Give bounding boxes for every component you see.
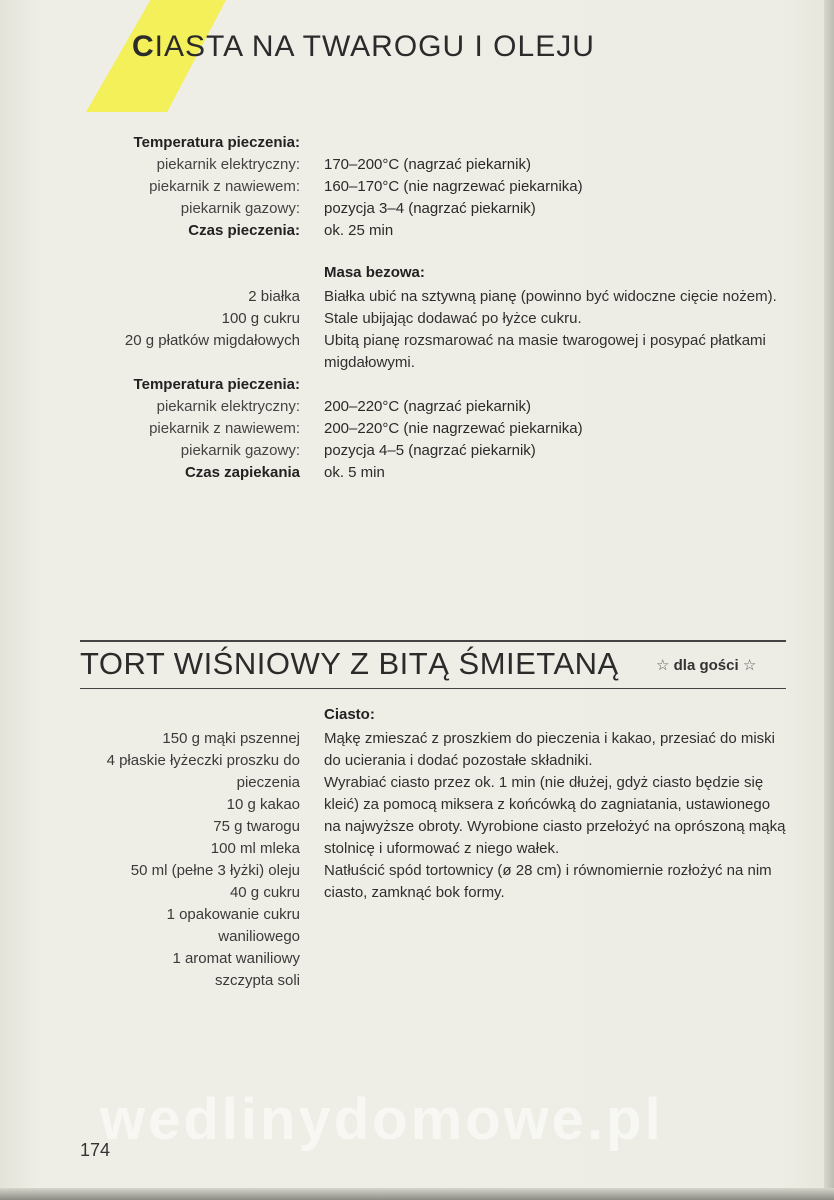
oven-type-label: piekarnik elektryczny: [156,398,300,415]
ingredient-item: 150 g mąki pszennej [162,730,300,747]
ingredient-item: 75 g twarogu [213,818,300,835]
oven-type-label: piekarnik z nawiewem: [149,420,300,437]
step-paragraph: Wyrabiać ciasto przez ok. 1 min (nie dłużej, gdyż ciasto będzie się kleić) za pomocą miksera z końcówką do zagniatania, ustawionego na najwyższe obroty. Wyrobione ciasto przełożyć na oprószoną mąką stolnicę i uformować z niego wałek. [324,774,786,857]
baking-heading-label: Temperatura pieczenia: [133,134,300,151]
ingredient-item: 50 ml (pełne 3 łyżki) oleju [130,862,300,879]
page-number: 174 [80,1140,111,1160]
title-rest: IASTA NA TWAROGU I OLEJU [154,30,595,63]
oven-type-value: 170–200°C (nagrzać piekarnik) [324,156,531,173]
step-paragraph: Natłuścić spód tortownicy (ø 28 cm) i równomiernie rozłożyć na nim ciasto, zamknąć bok formy. [324,862,772,901]
step-paragraph: Ubitą pianę rozsmarować na masie twarogowej i posypać płatkami migdałowymi. [324,332,766,371]
meringue-ingredients [60,286,300,352]
baking-time-value: ok. 25 min [324,222,394,239]
dough-steps [324,728,786,904]
dough-heading: Ciasto: [324,706,375,723]
oven-type-value: 200–220°C (nie nagrzewać piekarnika) [324,420,583,437]
guests-badge-label: dla gości [673,657,739,674]
section-divider-top [80,640,786,642]
baking-row [0,176,834,198]
oven-type-label: piekarnik gazowy: [180,442,300,459]
ingredient-item: 4 płaskie łyżeczki proszku do [106,752,300,769]
meringue-steps [324,286,786,374]
step-paragraph: Mąkę zmieszać z proszkiem do pieczenia i kakao, przesiać do miski do ucierania i dodać pozostałe składniki. [324,730,776,769]
baking-time-row [0,220,834,242]
ingredient-item: 100 g cukru [221,310,300,327]
oven-type-label: piekarnik z nawiewem: [149,178,300,195]
meringue-heading: Masa bezowa: [324,264,425,281]
baking-time-value: ok. 5 min [324,464,385,481]
dough-ingredients [60,728,300,992]
baking-heading-label: Temperatura pieczenia: [133,376,300,393]
ingredient-item: 40 g cukru [229,884,300,901]
star-icon: ☆ [742,657,757,674]
star-icon: ☆ [656,657,670,674]
oven-type-value: pozycja 3–4 (nagrzać piekarnik) [324,200,536,217]
baking-heading-2 [0,374,834,396]
ingredient-item: 10 g kakao [226,796,300,813]
baking-row [0,440,834,462]
baking-time-label: Czas pieczenia: [188,222,300,239]
baking-time-row [0,462,834,484]
guests-badge [656,656,756,674]
baking-time-label: Czas zapiekania [184,464,300,481]
ingredient-item: 1 opakowanie cukru [166,906,300,923]
ingredient-item: 2 białka [248,288,300,305]
oven-type-value: pozycja 4–5 (nagrzać piekarnik) [324,442,536,459]
ingredient-item: waniliowego [218,928,300,945]
baking-row [0,418,834,440]
watermark: wedlinydomowe.pl [100,1087,664,1152]
section-title-ciasta [132,30,595,64]
baking-row [0,396,834,418]
ingredient-item: pieczenia [236,774,300,791]
baking-row [0,198,834,220]
ingredient-item: szczypta soli [214,972,300,989]
oven-type-value: 160–170°C (nie nagrzewać piekarnika) [324,178,583,195]
title-initial: C [132,30,155,63]
ingredient-item: 20 g płatków migdałowych [124,332,300,349]
section-title-tort: TORT WIŚNIOWY Z BITĄ ŚMIETANĄ [80,646,619,681]
section-divider-bottom [80,688,786,689]
baking-heading-1 [0,132,834,154]
oven-type-label: piekarnik elektryczny: [156,156,300,173]
ingredient-item: 100 ml mleka [210,840,300,857]
page-bottom-edge [0,1188,834,1200]
oven-type-label: piekarnik gazowy: [180,200,300,217]
step-paragraph: Białka ubić na sztywną pianę (powinno być widoczne cięcie nożem). Stale ubijając dodawać po łyżce cukru. [324,288,777,327]
oven-type-value: 200–220°C (nagrzać piekarnik) [324,398,531,415]
baking-row [0,154,834,176]
ingredient-item: 1 aromat waniliowy [172,950,300,967]
